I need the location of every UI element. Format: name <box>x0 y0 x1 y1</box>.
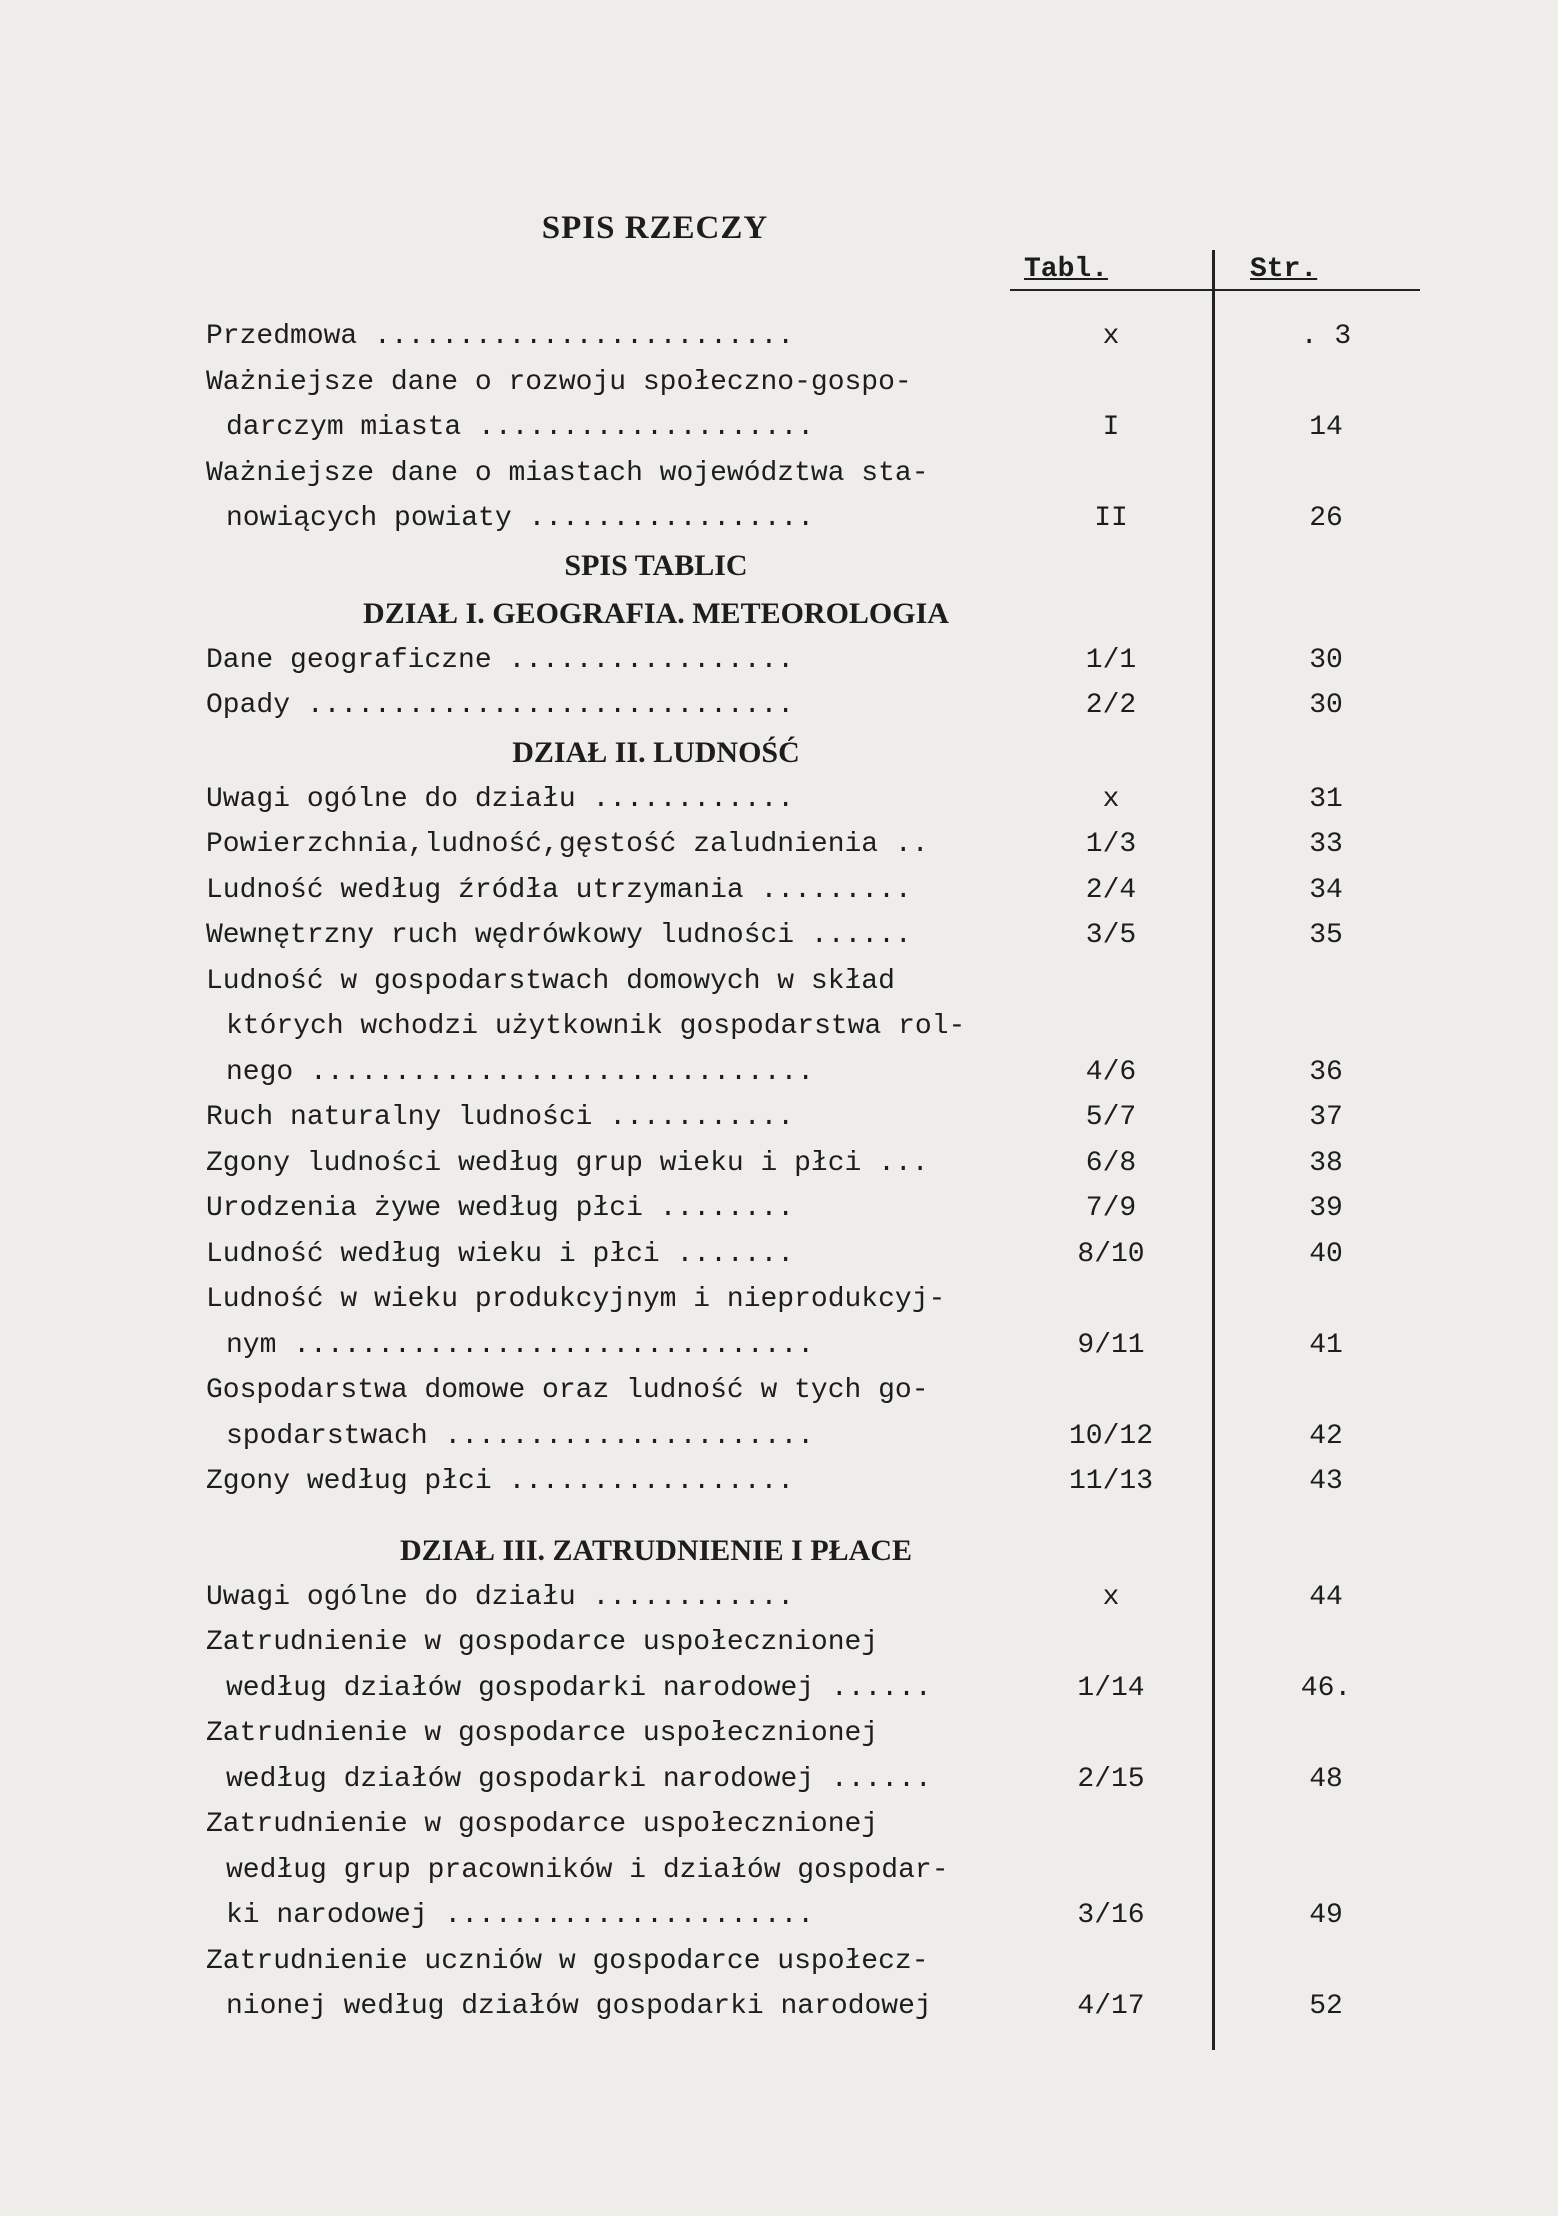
table-number: 4/17 <box>1077 1991 1145 2022</box>
entry-title: Urodzenia żywe według płci ........ <box>206 1193 795 1224</box>
entry-title: nowiących powiaty ................. <box>226 503 815 534</box>
entry-title: ki narodowej ...................... <box>226 1900 815 1931</box>
toc-line <box>206 360 1336 406</box>
entry-title: Zatrudnienie w gospodarce uspołecznionej <box>206 1809 879 1840</box>
table-number: 4/6 <box>1085 1056 1137 1088</box>
header-rule <box>1010 289 1420 291</box>
table-number: x <box>1102 783 1120 815</box>
toc-line <box>206 868 1343 914</box>
page-number: 35 <box>1309 920 1343 951</box>
entry-title: darczym miasta .................... <box>226 412 815 443</box>
table-number: 2/4 <box>1085 874 1137 906</box>
toc-line <box>206 1711 1336 1757</box>
entry-title: Zatrudnienie w gospodarce uspołecznionej <box>206 1718 879 1749</box>
page-number: 52 <box>1309 1991 1343 2022</box>
toc-line <box>206 777 1343 823</box>
toc-line <box>206 913 1343 959</box>
entry-title: według działów gospodarki narodowej ...... <box>226 1672 932 1704</box>
page-number: 42 <box>1309 1420 1343 1452</box>
table-number: 5/7 <box>1085 1102 1137 1133</box>
toc-line <box>206 1414 1343 1460</box>
entry-title: Ważniejsze dane o rozwoju społeczno-gospo- <box>206 366 912 398</box>
entry-title: Zatrudnienie uczniów w gospodarce uspołecz- <box>206 1945 929 1977</box>
column-header-str: Str. <box>1250 254 1318 285</box>
entry-title: Ruch naturalny ludności ........... <box>206 1102 795 1133</box>
table-number: 3/16 <box>1077 1900 1145 1931</box>
page-number: 44 <box>1309 1581 1343 1613</box>
table-number: x <box>1102 1581 1120 1613</box>
toc-line <box>206 1004 1336 1050</box>
page-title: SPIS RZECZY <box>541 210 769 246</box>
table-number: 3/5 <box>1085 920 1137 951</box>
toc-line <box>206 822 1343 868</box>
toc-line <box>206 451 1336 497</box>
entry-title: Powierzchnia,ludność,gęstość zaludnienia .. <box>206 829 929 860</box>
page-number: 14 <box>1309 412 1343 443</box>
page-number: 33 <box>1309 829 1343 860</box>
toc-line <box>206 1277 1336 1323</box>
section-heading: SPIS TABLIC <box>564 548 748 582</box>
entry-title: Ludność według wieku i płci ....... <box>206 1238 795 1270</box>
toc-line <box>206 1186 1343 1232</box>
toc-line <box>206 1802 1336 1848</box>
table-number: 1/14 <box>1077 1672 1145 1704</box>
table-of-contents <box>206 314 1352 2030</box>
page-number: 46. <box>1300 1672 1352 1704</box>
table-number: 2/15 <box>1077 1763 1145 1795</box>
table-number: 7/9 <box>1085 1193 1137 1224</box>
entry-title: nego .............................. <box>226 1056 815 1088</box>
table-number: 2/2 <box>1085 690 1137 721</box>
page-number: 36 <box>1309 1056 1343 1088</box>
section-heading: DZIAŁ II. LUDNOŚĆ <box>512 735 800 769</box>
toc-line <box>206 1984 1343 2030</box>
toc-line <box>206 638 1343 684</box>
toc-line <box>206 1323 1343 1369</box>
section-heading: DZIAŁ I. GEOGRAFIA. METEOROLOGIA <box>363 596 949 630</box>
page-number: 49 <box>1309 1900 1343 1931</box>
page-number: 39 <box>1309 1193 1343 1224</box>
entry-title: Ludność w wieku produkcyjnym i nieprodukcyj- <box>206 1284 946 1315</box>
toc-line <box>206 1620 1336 1666</box>
entry-title: spodarstwach ...................... <box>226 1420 815 1452</box>
entry-title: Wewnętrzny ruch wędrówkowy ludności ...... <box>206 920 912 951</box>
toc-line <box>206 1095 1343 1141</box>
toc-line <box>206 1893 1343 1939</box>
entry-title: Zgony według płci ................. <box>206 1466 795 1497</box>
table-number: 6/8 <box>1085 1147 1137 1179</box>
entry-title: Zgony ludności według grup wieku i płci ... <box>206 1147 929 1179</box>
entry-title: nym ............................... <box>226 1329 815 1361</box>
toc-line <box>206 1050 1343 1096</box>
section-heading: DZIAŁ III. ZATRUDNIENIE I PŁACE <box>399 1533 913 1567</box>
entry-title: Zatrudnienie w gospodarce uspołecznionej <box>206 1627 879 1658</box>
entry-title: Opady ............................. <box>206 690 795 721</box>
toc-line <box>206 1141 1343 1187</box>
column-header-tabl: Tabl. <box>1024 254 1109 285</box>
entry-title: których wchodzi użytkownik gospodarstwa rol- <box>226 1011 966 1042</box>
page-number: 31 <box>1309 783 1343 815</box>
entry-title: Uwagi ogólne do działu ............ <box>206 1581 795 1613</box>
page-number: 40 <box>1309 1238 1343 1270</box>
page-number: 30 <box>1309 690 1343 721</box>
table-number: 9/11 <box>1077 1329 1145 1361</box>
entry-title: Ludność w gospodarstwach domowych w skład <box>206 965 895 997</box>
entry-title: Ludność według źródła utrzymania ......... <box>206 874 912 906</box>
toc-line <box>206 683 1343 729</box>
entry-title: Przedmowa ......................... <box>206 321 795 352</box>
page-number: 34 <box>1309 874 1343 906</box>
entry-title: Ważniejsze dane o miastach województwa sta- <box>206 457 929 489</box>
page-number: . 3 <box>1300 321 1352 352</box>
table-number: 11/13 <box>1068 1466 1153 1497</box>
toc-line <box>206 1368 1336 1414</box>
toc-line <box>206 959 1336 1005</box>
toc-line <box>206 1757 1343 1803</box>
toc-line <box>206 314 1352 360</box>
entry-title: Uwagi ogólne do działu ............ <box>206 783 795 815</box>
entry-title: według grup pracowników i działów gospodar- <box>226 1854 949 1886</box>
page-number: 26 <box>1309 503 1343 534</box>
page-number: 48 <box>1309 1763 1343 1795</box>
table-number: x <box>1102 321 1120 352</box>
table-number: I <box>1102 412 1120 443</box>
entry-title: Dane geograficzne ................. <box>206 644 795 676</box>
table-number: 1/1 <box>1085 644 1137 676</box>
page-number: 38 <box>1309 1147 1343 1179</box>
toc-line <box>206 1232 1343 1278</box>
toc-line <box>206 1459 1343 1505</box>
table-number: II <box>1094 503 1128 534</box>
page-number: 41 <box>1309 1329 1343 1361</box>
entry-title: według działów gospodarki narodowej ...... <box>226 1763 932 1795</box>
toc-line <box>206 405 1343 451</box>
toc-line <box>206 496 1343 542</box>
page-number: 43 <box>1309 1466 1343 1497</box>
page-number: 30 <box>1309 644 1343 676</box>
table-number: 8/10 <box>1077 1238 1145 1270</box>
toc-line <box>206 1666 1352 1712</box>
page-number: 37 <box>1309 1102 1343 1133</box>
toc-line <box>206 1575 1343 1621</box>
entry-title: Gospodarstwa domowe oraz ludność w tych go- <box>206 1375 929 1406</box>
toc-line <box>206 1848 1336 1894</box>
toc-line <box>206 1939 1336 1985</box>
table-number: 1/3 <box>1085 829 1137 860</box>
entry-title: nionej według działów gospodarki narodowej <box>226 1991 932 2022</box>
table-number: 10/12 <box>1068 1420 1153 1452</box>
